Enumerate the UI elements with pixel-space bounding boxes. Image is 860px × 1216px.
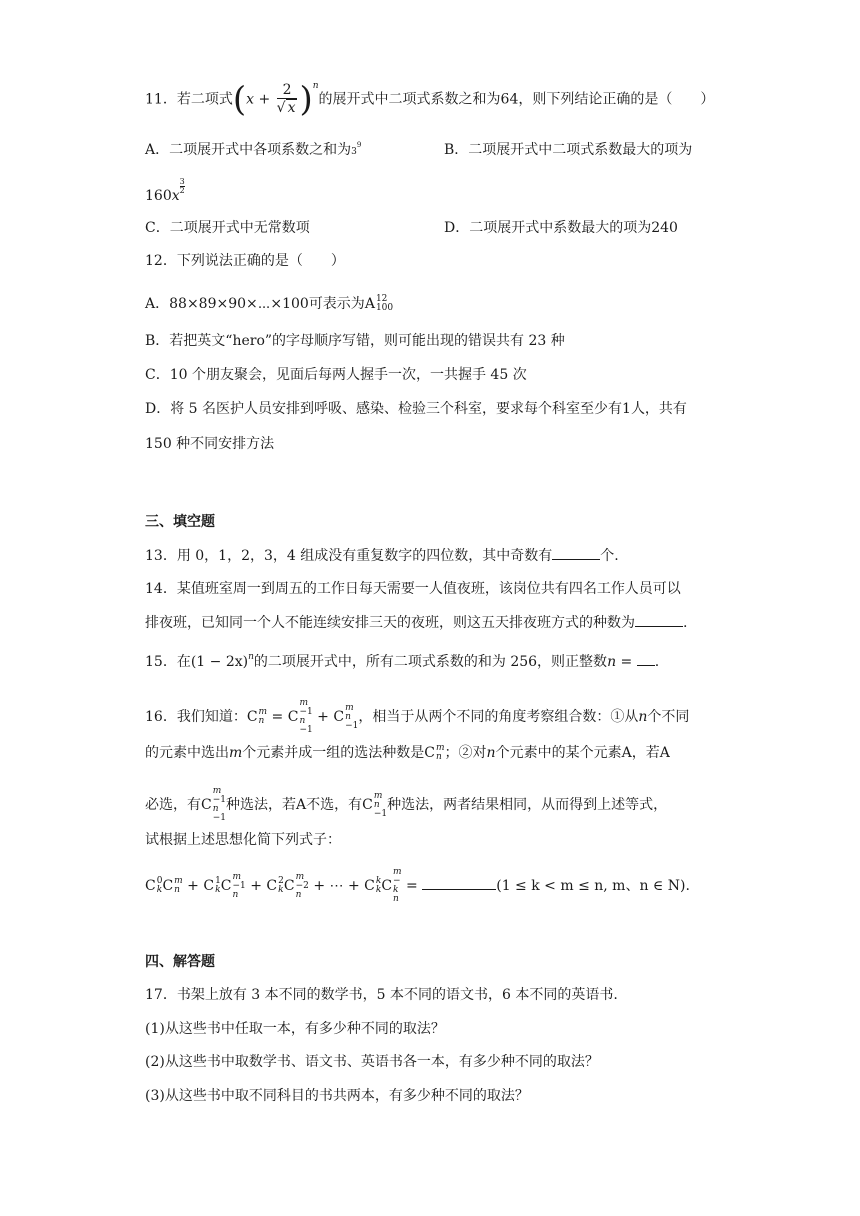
q11-option-c: C．二项展开式中无常数项 xyxy=(145,220,310,236)
q16-line2: 的元素中选出m个元素并成一组的选法种数是C m n ；②对n个元素中的某个元素A，若A xyxy=(145,743,670,762)
q14-line2: 排夜班，已知同一个人不能连续安排三天的夜班，则这五天排夜班方式的种数为 . xyxy=(145,612,687,633)
q16-line3: 必选，有C m −1 n −1 种选法，若A不选，有C m n −1 种选法，两者结果相同，从而得到上述等式， xyxy=(145,786,668,823)
q11-fraction: $\frac{2}{√ x}$ xyxy=(276,82,296,116)
q11-option-b: B．二项展开式中二项式系数最大的项为 xyxy=(444,142,693,158)
q12-option-b: B．若把英文“hero”的字母顺序写错，则可能出现的错误共有 23 种 xyxy=(145,333,565,349)
q17-part3: (3)从这些书中取不同科目的书共两本，有多少种不同的取法？ xyxy=(145,1088,529,1104)
q12-option-a: A．88×89×90×⋯×100可表示为A 12 100 xyxy=(145,294,394,313)
q16-line1-full: 16．我们知道：C m n = C m −1 n −1 + C m n −1 ，相当于从两个不同的角度考察组合数：①从n个不同 xyxy=(145,698,690,735)
q17-part1: (1)从这些书中任取一本，有多少种不同的取法？ xyxy=(145,1021,445,1037)
section-answer-title: 四、解答题 xyxy=(145,954,215,970)
q12-option-c: C．10 个朋友聚会，见面后每两人握手一次，一共握手 45 次 xyxy=(145,367,527,383)
q17-stem: 17．书架上放有 3 本不同的数学书，5 本不同的语文书，6 本不同的英语书. xyxy=(145,987,618,1003)
q11-option-d: D．二项展开式中系数最大的项为240 xyxy=(444,220,678,236)
q14-line1: 14．某值班室周一到周五的工作日每天需要一人值夜班，该岗位共有四名工作人员可以 xyxy=(145,581,681,597)
q11-option-a: A．二项展开式中各项系数之和为$3^9$ xyxy=(145,141,362,158)
q15: 15．在$(1 - 2x)^n$的二项展开式中，所有二项式系数的和为 256，则正整数n = . xyxy=(145,652,660,670)
q13: 13．用 0，1，2，3，4 组成没有重复数字的四位数，其中奇数有 个. xyxy=(145,545,619,566)
q16-line5: C 0 k C m n + C 1 k C m −1 n + C 2 k C m −2 n + ⋯ + C k k C m − k n = (1 ≤ k < m ≤ n, m、n ∈ N). xyxy=(145,867,690,904)
q12-option-d-line1: D．将 5 名医护人员安排到呼吸、感染、检验三个科室，要求每个科室至少有1人，共有 xyxy=(145,401,687,417)
q14-answer-blank[interactable] xyxy=(635,612,683,627)
q17-part2: (2)从这些书中取数学书、语文书、英语书各一本，有多少种不同的取法？ xyxy=(145,1054,599,1070)
section-fill-in-title: 三、填空题 xyxy=(145,514,215,530)
q11-stem: 11．若二项式(x + $\frac{2}{√ x}$ )$^n$的展开式中二项式系数之和为64，则下列结论正确的是（ ） xyxy=(145,79,715,120)
q12-option-d-line2: 150 种不同安排方法 xyxy=(145,436,275,452)
q13-answer-blank[interactable] xyxy=(552,545,600,560)
q11-option-b-cont: 160x $\frac{3}{2}$ xyxy=(145,176,185,204)
combination-sum: C 0 k C m n + C 1 k C m −1 n + C 2 k C m −2 n + ⋯ + C k k C m − k n = xyxy=(145,867,423,904)
q15-answer-blank[interactable] xyxy=(637,651,655,666)
q16-answer-blank[interactable] xyxy=(422,875,496,890)
q12-stem: 12．下列说法正确的是（ ） xyxy=(145,253,345,269)
q16-line4: 试根据上述思想化简下列式子： xyxy=(145,832,341,848)
